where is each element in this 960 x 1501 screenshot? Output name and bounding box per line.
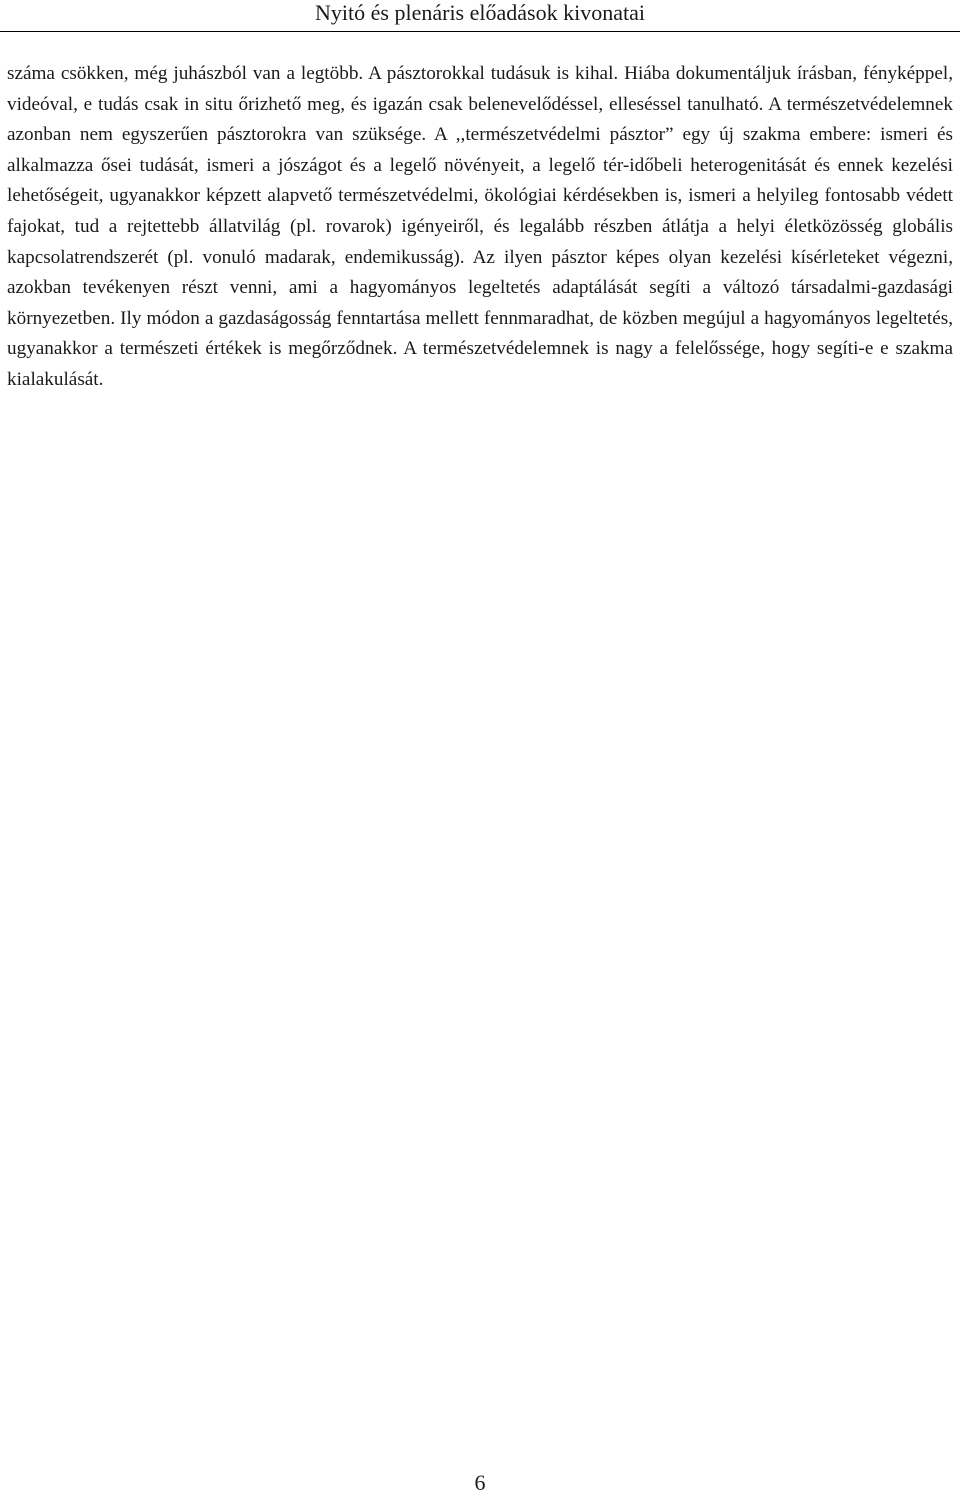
running-header: Nyitó és plenáris előadások kivonatai [0,0,960,32]
page-number: 6 [474,1470,486,1495]
body-paragraph: száma csökken, még juhászból van a legtöbb. A pásztorokkal tudásuk is kihal. Hiába dokumentáljuk írásban, fényképpel, videóval, e tudás csak in situ őrizhető meg, és igazán csak belenevelődéssel, elleséssel tanulható. A természetvédelemnek azonban nem egyszerűen pásztorokra van szüksége. A ,,természetvédelmi pásztor” egy új szakma embere: ismeri és alkalmazza ősei tudását, ismeri a jószágot és a legelő növényeit, a legelő tér-időbeli heterogenitását és ennek kezelési lehetőségeit, ugyanakkor képzett alapvető természetvédelmi, ökológiai kérdésekben is, ismeri a helyileg fontosabb védett fajokat, tud a rejtettebb állatvilág (pl. rovarok) igényeiről, és legalább részben átlátja a helyi életközösség globális kapcsolatrendszerét (pl. vonuló madarak, endemikusság). Az ilyen pásztor képes olyan kezelési kísérleteket végezni, azokban tevékenyen részt venni, ami a hagyományos legeltetés adaptálását segíti a változó társadalmi-gazdasági környezetben. Ily módon a gazdaságosság fenntartása mellett fennmaradhat, de közben megújul a hagyományos legeltetés, ugyanakkor a természeti értékek is megőrződnek. A természetvédelemnek is nagy a felelőssége, hogy segíti-e e szakma kialakulását. [7,63,953,390]
